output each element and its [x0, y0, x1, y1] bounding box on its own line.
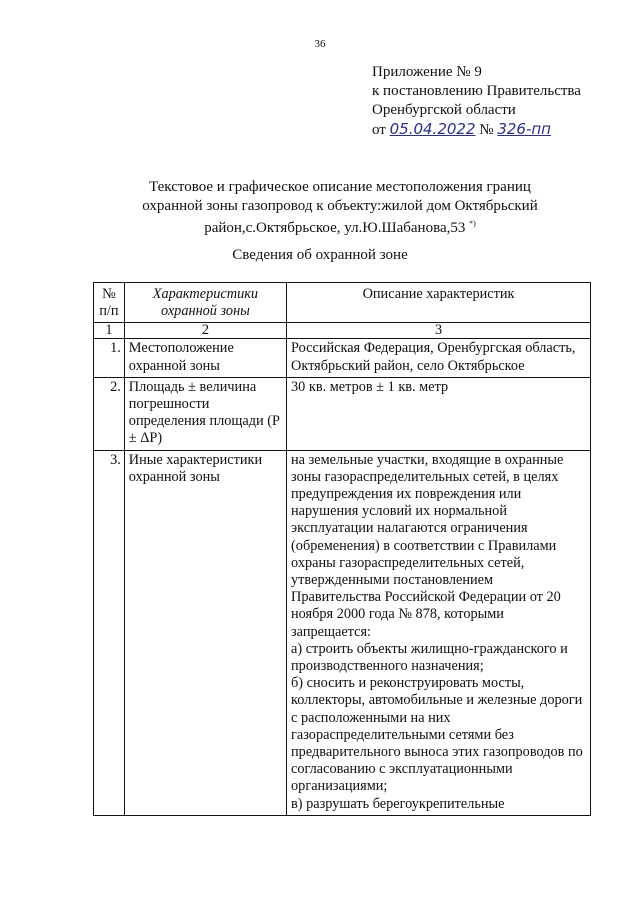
document-title: [130, 178, 550, 238]
row-description: [287, 450, 591, 815]
restriction-item-b: б) сносить и реконструировать мосты, коллекторы, автомобильные и железные дороги с расположенными на них газораспределительными сетями без предварительного выноса этих газопроводов по согласованию с эксплуатационными организациями;: [291, 675, 583, 795]
column-number-3: 3: [287, 323, 591, 339]
row-characteristic: Площадь ± величина погрешности определения площади (P ± ΔP): [124, 377, 286, 450]
header-characteristics: Характеристики охранной зоны: [124, 283, 286, 323]
restriction-item-a: а) строить объекты жилищно-гражданского и производственного назначения;: [291, 640, 568, 675]
title-line-3-text: район,с.Октябрьское, ул.Ю.Шабанова,53: [204, 220, 466, 236]
header-num: № п/п: [94, 283, 125, 323]
row-num: 1.: [94, 339, 125, 377]
row-description-text: на земельные участки, входящие в охранные зоны газораспределительных сетей, в целях предупреждения их повреждения или нарушения условий их нормальной эксплуатации налагаются ограничения (обременения) в соответствии с Правилами охраны газораспределительных сетей, утвержденными постановлением Правительства Российской Федерации от 20 ноября 2000 года № 878, которыми запрещается:: [291, 451, 564, 640]
restriction-item-c: в) разрушать берегоукрепительные: [291, 795, 505, 812]
table-row: [94, 450, 591, 815]
appendix-line-1: Приложение № 9: [372, 64, 482, 80]
zone-info-table: [93, 282, 591, 816]
footnote-mark: *): [469, 219, 476, 228]
page-number: 36: [314, 38, 326, 50]
title-line-3: [130, 215, 550, 238]
appendix-line-2: к постановлению Правительства: [372, 83, 581, 99]
column-number-1: 1: [94, 323, 125, 339]
header-description: Описание характеристик: [287, 283, 591, 323]
appendix-block: [372, 63, 632, 140]
table-row: [94, 377, 591, 450]
appendix-line-3: Оренбургской области: [372, 102, 516, 118]
column-number-2: 2: [124, 323, 286, 339]
appendix-date-line: [372, 120, 632, 140]
number-prefix: №: [479, 122, 494, 138]
title-line-1: Текстовое и графическое описание местоположения границ: [149, 179, 531, 195]
table-row: [94, 339, 591, 377]
handwritten-number: 326-пп: [497, 120, 551, 138]
title-line-2: охранной зоны газопровод к объекту:жилой дом Октябрьский: [142, 197, 538, 214]
date-prefix: от: [372, 122, 386, 138]
row-num: 3.: [94, 450, 125, 815]
row-characteristic: Местоположение охранной зоны: [124, 339, 286, 377]
row-description: 30 кв. метров ± 1 кв. метр: [287, 377, 591, 450]
row-num: 2.: [94, 377, 125, 450]
section-subtitle: Сведения об охранной зоне: [232, 247, 408, 263]
handwritten-date: 05.04.2022: [389, 120, 476, 138]
row-description: Российская Федерация, Оренбургская область, Октябрьский район, село Октябрьское: [287, 339, 591, 377]
table-header-row: [94, 283, 591, 323]
column-number-row: [94, 323, 591, 339]
row-characteristic: Иные характеристики охранной зоны: [124, 450, 286, 815]
